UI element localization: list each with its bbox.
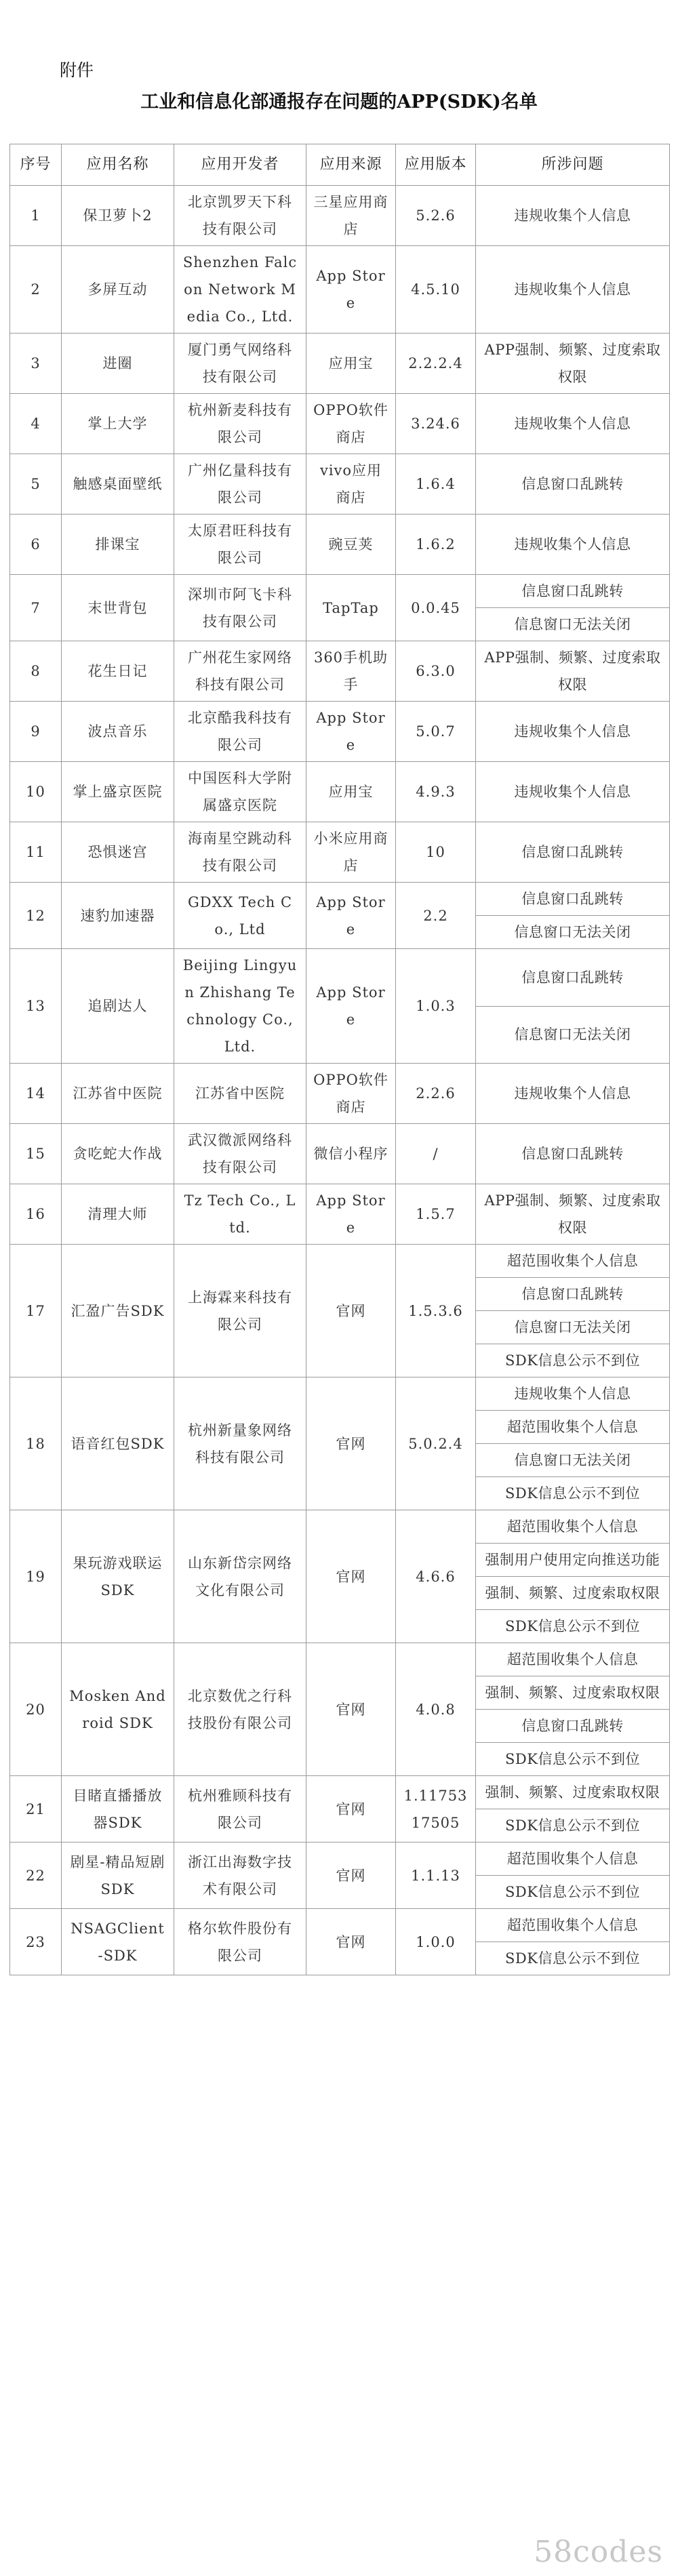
source-cell: 三星应用商店 [306,186,396,246]
header-no: 序号 [10,144,62,186]
issue-cell: 信息窗口乱跳转 [476,575,670,608]
version-cell: 2.2.2.4 [396,334,476,394]
developer-cell: 江苏省中医院 [174,1064,306,1124]
version-cell: 1.6.2 [396,515,476,575]
developer-cell: 北京酷我科技有限公司 [174,702,306,762]
version-cell: 2.2.6 [396,1064,476,1124]
issue-cell: SDK信息公示不到位 [476,1477,670,1510]
source-cell: TapTap [306,575,396,641]
issue-cell: 超范围收集个人信息 [476,1909,670,1942]
table-row [10,1124,670,1184]
version-cell: 4.6.6 [396,1510,476,1643]
header-developer: 应用开发者 [174,144,306,186]
developer-cell: 广州花生家网络科技有限公司 [174,641,306,702]
version-cell: 1.5.3.6 [396,1245,476,1377]
issue-cell: 违规收集个人信息 [476,186,670,246]
table-row [10,822,670,883]
source-cell: App Store [306,702,396,762]
developer-cell: 上海霖来科技有限公司 [174,1245,306,1377]
issue-cell: 超范围收集个人信息 [476,1510,670,1544]
row-number: 8 [10,641,62,702]
issue-cell: 强制、频繁、过度索取权限 [476,1676,670,1710]
issue-cell: 超范围收集个人信息 [476,1245,670,1278]
source-cell: 官网 [306,1377,396,1510]
row-number: 3 [10,334,62,394]
row-number: 19 [10,1510,62,1643]
developer-cell: 杭州新麦科技有限公司 [174,394,306,454]
source-cell: 微信小程序 [306,1124,396,1184]
developer-cell: 深圳市阿飞卡科技有限公司 [174,575,306,641]
source-cell: App Store [306,883,396,949]
source-cell: App Store [306,246,396,334]
issue-cell: SDK信息公示不到位 [476,1809,670,1843]
developer-cell: 格尔软件股份有限公司 [174,1909,306,1975]
issue-cell: SDK信息公示不到位 [476,1876,670,1909]
developer-cell: 杭州新量象网络科技有限公司 [174,1377,306,1510]
version-cell: 0.0.45 [396,575,476,641]
developer-cell: 北京凯罗天下科技有限公司 [174,186,306,246]
issue-cell: 违规收集个人信息 [476,394,670,454]
developer-cell: 厦门勇气网络科技有限公司 [174,334,306,394]
developer-cell: 山东新岱宗网络文化有限公司 [174,1510,306,1643]
issue-cell: 强制、频繁、过度索取权限 [476,1577,670,1610]
version-cell: 4.5.10 [396,246,476,334]
table-row [10,334,670,394]
issue-cell: 信息窗口无法关闭 [476,916,670,949]
table-row [10,1377,670,1411]
developer-cell: 海南星空跳动科技有限公司 [174,822,306,883]
table-row [10,1843,670,1876]
issue-cell: 信息窗口乱跳转 [476,883,670,916]
row-number: 6 [10,515,62,575]
table-row [10,641,670,702]
header-issues: 所涉问题 [476,144,670,186]
row-number: 4 [10,394,62,454]
developer-cell: 中国医科大学附属盛京医院 [174,762,306,822]
table-row [10,394,670,454]
source-cell: 应用宝 [306,762,396,822]
row-number: 14 [10,1064,62,1124]
source-cell: OPPO软件商店 [306,1064,396,1124]
issue-cell: 违规收集个人信息 [476,702,670,762]
version-cell: 1.1175317505 [396,1776,476,1843]
app-name-cell: 清理大师 [62,1184,174,1245]
issue-cell: APP强制、频繁、过度索取权限 [476,641,670,702]
developer-cell: 武汉微派网络科技有限公司 [174,1124,306,1184]
app-name-cell: 进圈 [62,334,174,394]
issue-cell: 超范围收集个人信息 [476,1643,670,1676]
source-cell: 小米应用商店 [306,822,396,883]
developer-cell: 浙江出海数字技术有限公司 [174,1843,306,1909]
issue-cell: 信息窗口乱跳转 [476,454,670,515]
header-app-name: 应用名称 [62,144,174,186]
version-cell: 3.24.6 [396,394,476,454]
issue-cell: 信息窗口无法关闭 [476,1311,670,1344]
issue-cell: SDK信息公示不到位 [476,1942,670,1975]
app-name-cell: 汇盈广告SDK [62,1245,174,1377]
issue-cell: 违规收集个人信息 [476,246,670,334]
app-name-cell: 语音红包SDK [62,1377,174,1510]
app-name-cell: 剧星-精品短剧SDK [62,1843,174,1909]
version-cell: 6.3.0 [396,641,476,702]
row-number: 7 [10,575,62,641]
table-row [10,762,670,822]
developer-cell: 太原君旺科技有限公司 [174,515,306,575]
app-name-cell: 掌上大学 [62,394,174,454]
source-cell: 360手机助手 [306,641,396,702]
app-name-cell: 排课宝 [62,515,174,575]
table-row [10,1909,670,1942]
developer-cell: 广州亿量科技有限公司 [174,454,306,515]
issue-cell: 信息窗口乱跳转 [476,822,670,883]
issue-cell: 信息窗口无法关闭 [476,608,670,641]
row-number: 5 [10,454,62,515]
version-cell: 4.0.8 [396,1643,476,1776]
app-name-cell: 恐惧迷宫 [62,822,174,883]
source-cell: 官网 [306,1909,396,1975]
app-name-cell: 保卫萝卜2 [62,186,174,246]
row-number: 13 [10,949,62,1064]
issue-cell: 强制用户使用定向推送功能 [476,1544,670,1577]
row-number: 18 [10,1377,62,1510]
table-row [10,186,670,246]
source-cell: 官网 [306,1245,396,1377]
app-name-cell: NSAGClient-SDK [62,1909,174,1975]
row-number: 21 [10,1776,62,1843]
developer-cell: GDXX Tech Co., Ltd [174,883,306,949]
row-number: 9 [10,702,62,762]
issue-cell: 违规收集个人信息 [476,1377,670,1411]
row-number: 10 [10,762,62,822]
developer-cell: Beijing Lingyun Zhishang Technology Co., Ltd. [174,949,306,1064]
issue-cell: 违规收集个人信息 [476,1064,670,1124]
table-row [10,949,670,1007]
version-cell: / [396,1124,476,1184]
row-number: 11 [10,822,62,883]
issue-cell: 违规收集个人信息 [476,515,670,575]
version-cell: 5.2.6 [396,186,476,246]
app-name-cell: 江苏省中医院 [62,1064,174,1124]
issue-cell: 超范围收集个人信息 [476,1843,670,1876]
table-row [10,246,670,334]
row-number: 12 [10,883,62,949]
app-name-cell: 果玩游戏联运SDK [62,1510,174,1643]
issue-cell: SDK信息公示不到位 [476,1743,670,1776]
version-cell: 1.0.0 [396,1909,476,1975]
issue-cell: 违规收集个人信息 [476,762,670,822]
issue-cell: 信息窗口无法关闭 [476,1006,670,1064]
table-row [10,1643,670,1676]
developer-cell: Shenzhen Falcon Network Media Co., Ltd. [174,246,306,334]
issue-cell: SDK信息公示不到位 [476,1610,670,1643]
header-source: 应用来源 [306,144,396,186]
developer-cell: Tz Tech Co., Ltd. [174,1184,306,1245]
row-number: 22 [10,1843,62,1909]
version-cell: 1.1.13 [396,1843,476,1909]
attachment-label: 附件 [60,60,94,80]
app-name-cell: 触感桌面壁纸 [62,454,174,515]
issue-cell: APP强制、频繁、过度索取权限 [476,1184,670,1245]
table-body [10,186,670,1975]
issue-cell: SDK信息公示不到位 [476,1344,670,1377]
version-cell: 10 [396,822,476,883]
version-cell: 1.5.7 [396,1184,476,1245]
version-cell: 1.6.4 [396,454,476,515]
row-number: 20 [10,1643,62,1776]
app-name-cell: 速豹加速器 [62,883,174,949]
app-name-cell: 末世背包 [62,575,174,641]
row-number: 23 [10,1909,62,1975]
row-number: 17 [10,1245,62,1377]
source-cell: App Store [306,1184,396,1245]
table-row [10,702,670,762]
source-cell: App Store [306,949,396,1064]
version-cell: 5.0.7 [396,702,476,762]
issue-cell: 强制、频繁、过度索取权限 [476,1776,670,1809]
row-number: 2 [10,246,62,334]
table-row [10,1776,670,1809]
version-cell: 5.0.2.4 [396,1377,476,1510]
source-cell: 官网 [306,1776,396,1843]
source-cell: 官网 [306,1510,396,1643]
developer-cell: 北京数优之行科技股份有限公司 [174,1643,306,1776]
version-cell: 2.2 [396,883,476,949]
issue-cell: APP强制、频繁、过度索取权限 [476,334,670,394]
table-row [10,1064,670,1124]
issue-cell: 信息窗口乱跳转 [476,1710,670,1743]
page-title: 工业和信息化部通报存在问题的APP(SDK)名单 [140,92,538,113]
app-name-cell: 目睹直播播放器SDK [62,1776,174,1843]
row-number: 15 [10,1124,62,1184]
source-cell: vivo应用商店 [306,454,396,515]
source-cell: 官网 [306,1643,396,1776]
developer-cell: 杭州雅顾科技有限公司 [174,1776,306,1843]
version-cell: 1.0.3 [396,949,476,1064]
source-cell: 豌豆荚 [306,515,396,575]
source-cell: 应用宝 [306,334,396,394]
app-name-cell: 多屏互动 [62,246,174,334]
app-name-cell: 贪吃蛇大作战 [62,1124,174,1184]
row-number: 16 [10,1184,62,1245]
app-list-table [9,144,670,1975]
issue-cell: 信息窗口乱跳转 [476,949,670,1007]
issue-cell: 信息窗口乱跳转 [476,1124,670,1184]
table-row [10,883,670,916]
header-version: 应用版本 [396,144,476,186]
table-row [10,575,670,608]
version-cell: 4.9.3 [396,762,476,822]
source-cell: OPPO软件商店 [306,394,396,454]
issue-cell: 信息窗口乱跳转 [476,1278,670,1311]
source-cell: 官网 [306,1843,396,1909]
issue-cell: 超范围收集个人信息 [476,1411,670,1444]
table-header-row [10,144,670,186]
issue-cell: 信息窗口无法关闭 [476,1444,670,1477]
app-name-cell: 波点音乐 [62,702,174,762]
app-name-cell: 掌上盛京医院 [62,762,174,822]
table-row [10,1510,670,1544]
watermark-logo: 58codes [534,2535,663,2569]
app-name-cell: Mosken Android SDK [62,1643,174,1776]
row-number: 1 [10,186,62,246]
table-row [10,515,670,575]
app-name-cell: 花生日记 [62,641,174,702]
table-row [10,454,670,515]
table-row [10,1245,670,1278]
table-row [10,1184,670,1245]
app-name-cell: 追剧达人 [62,949,174,1064]
